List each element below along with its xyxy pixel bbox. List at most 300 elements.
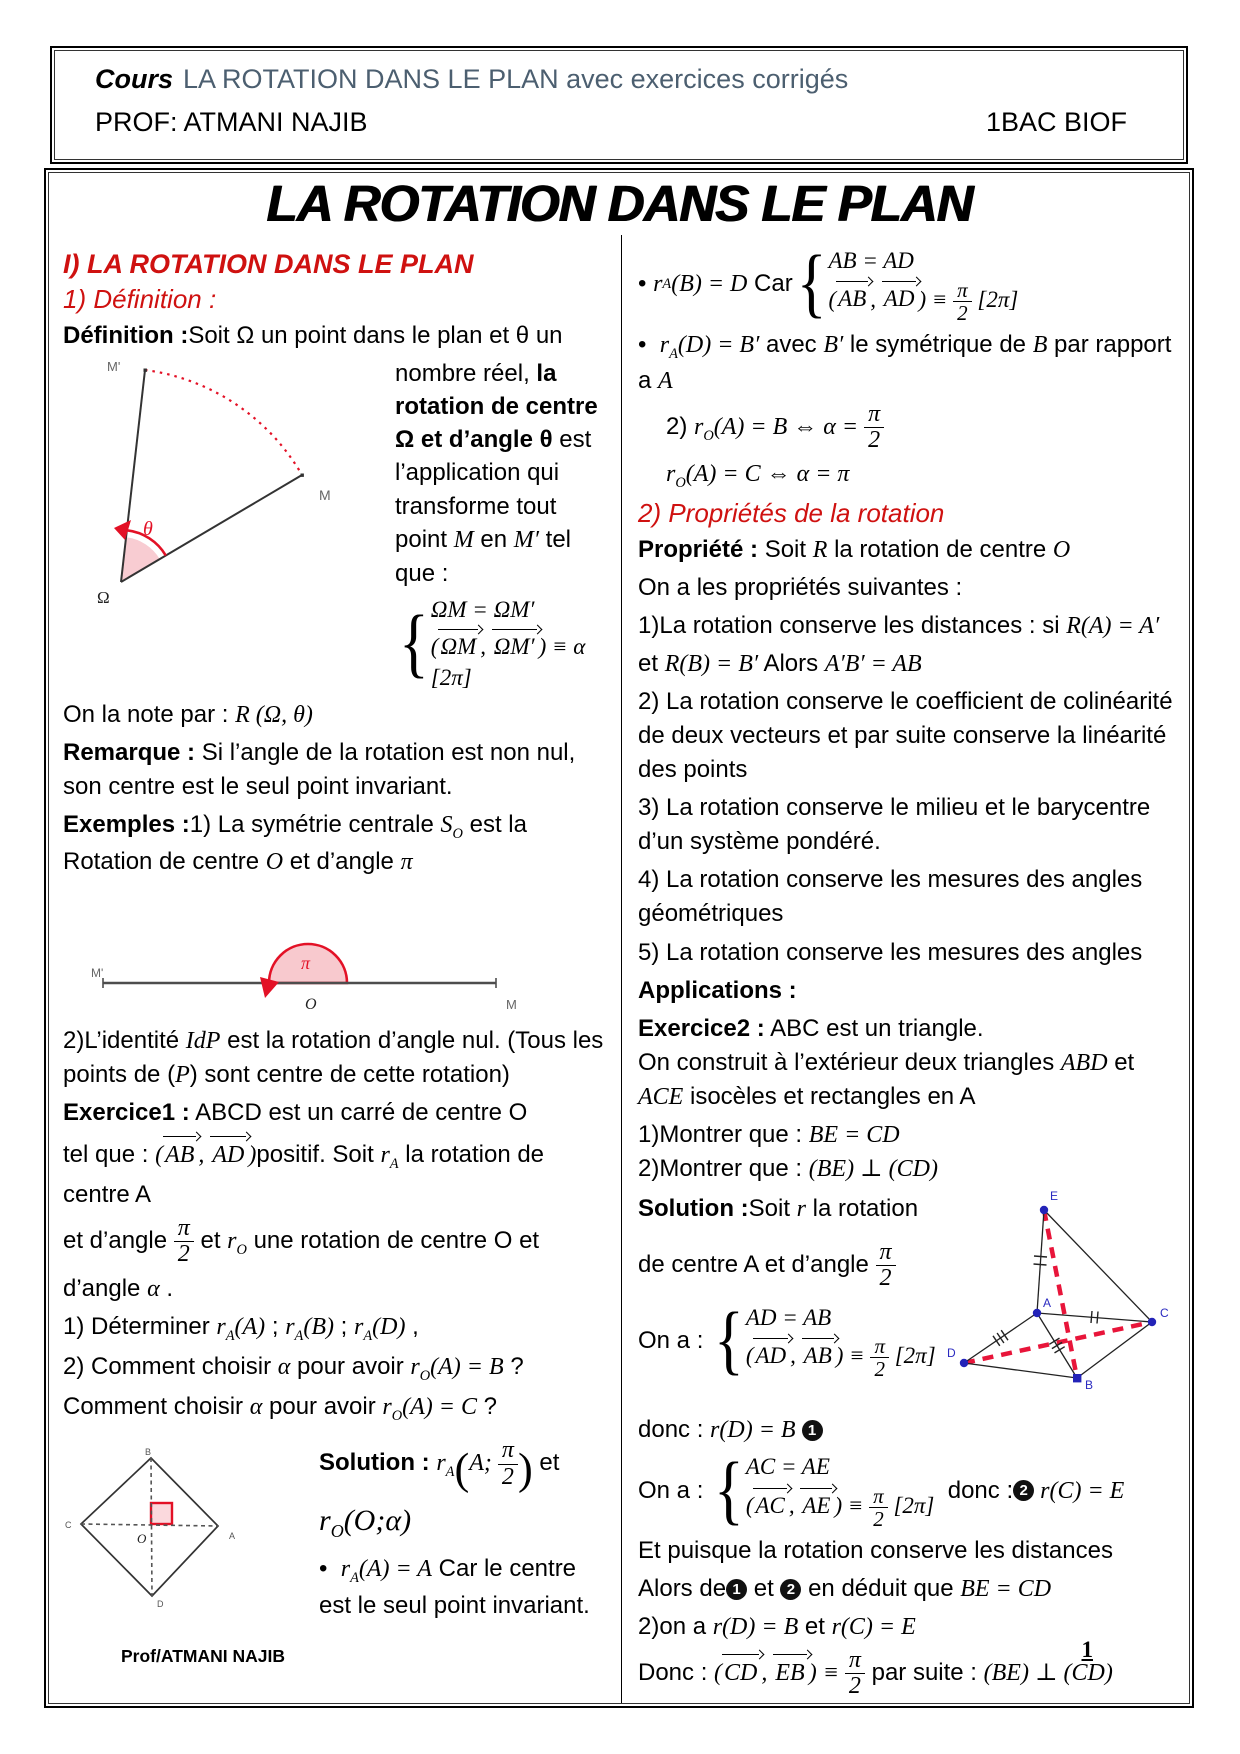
vector-ab: AB [163,1134,198,1172]
rotation-definition-figure [63,357,395,694]
text-run: Comment choisir [63,1393,250,1421]
subscript: O [419,1367,431,1384]
math-run: (A) = B ⇔ α = [713,414,865,441]
math-run: S [440,812,453,839]
point-m [301,474,304,477]
label-a: A [1043,1296,1052,1311]
fraction-pi-2 [953,279,972,324]
math-run: (D) = B′ [677,331,760,358]
numbered-mark-2: 2 [1013,1480,1034,1501]
subsection-heading-proprietes: 2) Propriétés de la rotation [638,497,945,528]
vector-omega-mprime: ΩM′ [492,627,539,663]
main-box [44,168,1194,1708]
paren: ( [430,633,439,659]
paragraph-etpuisque: Et puisque la rotation conserve les distances [638,1536,1113,1564]
subscript: O [236,1242,247,1258]
text-run: positif. Soit [256,1140,381,1168]
definition-system [395,594,613,694]
numerator: π [864,402,884,428]
text-run: donc : [934,1476,1014,1504]
label-m: M [319,487,331,504]
math-run: IdP [185,1027,221,1054]
math-run: r [216,1313,226,1340]
paragraph-question3 [63,1390,613,1426]
math-run: (A) = B [430,1353,504,1380]
math-run: (O;α) [343,1503,412,1537]
paren: ( [155,1141,164,1168]
paragraph-roa-b [638,402,1181,453]
propriete-label: Propriété : [638,535,759,563]
comma: , [870,286,882,312]
numerator: π [869,1485,888,1508]
system-ab-ad [793,240,1019,326]
left-column [49,235,621,1703]
text-run: Alors de [638,1575,727,1603]
subscript: O [452,826,463,843]
system-brace: { [714,1446,744,1532]
label-m-prime: M' [91,965,104,980]
label-b: B [1085,1378,1094,1393]
math-run: R (Ω, θ) [235,702,313,729]
square-svg [63,1446,311,1654]
math-run: r [340,1556,351,1583]
math-run: [2π] [888,1343,936,1369]
text-run: pour avoir [290,1352,411,1380]
label-m: M [506,996,517,1012]
math-run: r [354,1313,364,1340]
math-run: r [694,414,704,441]
subscript: O [703,427,714,444]
system-rows [746,1451,935,1530]
text-run: de centre A et d’angle [638,1251,876,1279]
denominator: 2 [177,1241,190,1268]
numerator: π [845,1648,865,1674]
math-run: α [277,1353,291,1380]
paragraph-definition [63,319,613,353]
math-run: B′ [823,331,844,358]
main-box-inner [48,172,1190,1704]
paragraph-deux [638,1610,1181,1644]
paragraph-p4: 4) La rotation conserve les mesures des angles géométriques [638,866,1143,928]
subscript: A [445,1464,455,1481]
subscript: A [363,1327,373,1344]
big-paren: ) [517,1443,533,1494]
paragraph-notation [63,698,613,732]
math-run: r [380,1141,390,1168]
paragraph-alors [638,1572,1181,1606]
math-run: r(C) = E [831,1614,916,1641]
math-run: R(B) = B′ [664,650,759,677]
denominator: 2 [879,1265,892,1292]
numerator: π [174,1216,194,1242]
paragraph-donc-final [638,1648,1181,1699]
paren: ) ≡ [808,1660,845,1687]
paragraph-telque [63,1134,613,1174]
paragraph-alpha [63,1272,613,1306]
math-run: [2π] [971,286,1019,312]
solution2-block [638,1189,1181,1393]
remarque-label: Remarque : [63,739,196,767]
text-run: pour avoir [262,1393,383,1421]
math-run: A′B′ = AB [824,650,922,677]
math-run: R [812,536,828,563]
solution-label: Solution : [638,1195,749,1223]
solution-row [63,1434,613,1659]
text-run: ? [503,1352,524,1380]
math-run: P [175,1061,190,1088]
label-m-prime: M' [107,359,121,375]
math-run: α [147,1275,160,1302]
text-run: 1) La symétrie centrale [189,811,441,839]
footer-author: Prof/ATMANI NAJIB [121,1646,285,1666]
label-omega: Ω [97,588,110,608]
system-line-1: AB = AD [828,248,914,273]
math-run: M′ [513,526,539,553]
paren: ) ≡ [834,1492,870,1518]
math-run: (B) [303,1313,334,1340]
label-pi: π [301,952,311,973]
math-run: (A) = A [358,1556,432,1583]
math-run: ABD [1060,1049,1108,1076]
text-run: tel que : [395,525,572,587]
separator: , [405,1312,419,1340]
text-run: 1)La rotation conserve les distances : si [638,611,1067,639]
text-run: 2) [666,413,695,441]
definition-block [63,357,613,694]
paren: ( [714,1660,723,1687]
comma: , [790,1343,802,1369]
math-run: α [249,1394,263,1421]
vector-ab: AB [802,1336,836,1373]
text-run: 2)on a [638,1613,713,1641]
section-heading-1: I) LA ROTATION DANS LE PLAN [63,249,474,279]
angle-wedge [121,537,160,582]
math-run: r [382,1394,392,1421]
vector-ad: AD [210,1134,248,1172]
math-run: [2π] [887,1492,935,1518]
subscript: O [675,475,686,492]
text-run: Si l’angle de la rotation est non nul, son centre est le seul point invariant. [63,739,576,801]
text-run: Car le centre est le seul point invariant. [319,1555,590,1619]
text-run: . [159,1274,174,1302]
vector-eb: EB [773,1652,808,1690]
text-run: et [193,1227,228,1255]
numbered-mark-1: 1 [726,1579,747,1600]
subscript: O [330,1520,344,1541]
diagonal-bd [151,1458,152,1596]
math-run: r [666,461,676,488]
system-rows [746,1302,936,1381]
math-run: O [1052,536,1071,563]
fraction-pi-2 [876,1240,896,1291]
text-run: par suite : [864,1659,984,1687]
right-angle-mark [151,1503,172,1524]
text-run: On a : [638,1476,711,1504]
fraction-pi-2 [870,1335,889,1380]
math-run: (B) = D [671,271,748,298]
paragraph-exercice2 [638,1012,1181,1046]
header-line2 [95,107,1127,138]
text-run: ? [477,1393,498,1421]
paragraph-roa-c [638,457,1181,493]
text-run: Car [747,270,793,298]
subscript: A [662,276,672,293]
subscript: A [350,1570,359,1587]
paragraph-question1 [63,1310,613,1346]
point-mprime [144,369,147,372]
math-run: A; [469,1450,498,1477]
label-d: D [157,1599,164,1610]
comma: , [761,1660,774,1687]
subscript: O [391,1407,403,1424]
paren: ) ≡ [835,1343,871,1369]
text-run: On la note par : [63,701,236,729]
system-ad-ab [710,1297,936,1383]
vector-cd: CD [722,1652,761,1690]
text-run: et [532,1449,560,1477]
system-line-2 [829,279,1019,324]
solution-text [315,1434,613,1659]
math-run: r [659,331,670,358]
text-run: la rotation de [398,1140,545,1168]
fraction-pi-2 [845,1648,865,1699]
text-run: Alors [758,649,825,677]
bullet-dot: • [319,1555,328,1583]
system-line-2 [746,1485,935,1530]
label-c: C [65,1520,72,1531]
math-run: r [653,271,663,298]
label-theta: θ [143,518,153,541]
denominator: 2 [501,1463,514,1490]
paragraph-remarque [63,736,613,804]
text-run: 1) Déterminer [63,1312,217,1340]
paragraph-p2: 2) La rotation conserve le coefficient de colinéarité de deux vecteurs et par suite conserve la linéarité des points [638,688,1173,784]
header-line1 [95,64,1183,95]
page-number: 1 [1081,1637,1093,1662]
label-e: E [1050,1189,1059,1204]
bullet-dot: • [638,330,647,358]
text-run: Soit [758,535,813,563]
text-run: est la rotation d’angle nul. (Tous les points de ( [63,1026,604,1088]
comma: , [198,1141,211,1168]
triangle-edges [964,1210,1152,1378]
text-run: On construit à l’extérieur deux triangles [638,1048,1061,1076]
paragraph-p1a [638,609,1181,643]
vector-ab: AB [836,279,870,316]
course-title: LA ROTATION DANS LE PLAN avec exercices corrigés [183,64,849,94]
math-run: M [453,526,474,553]
label-o: O [305,995,317,1013]
text-run: 2)Montrer que : [638,1155,809,1183]
label-a: A [229,1531,236,1542]
text-run: 2)L’identité [63,1026,186,1054]
math-run: π [400,848,413,875]
system-line-2 [431,627,613,694]
vector-ae: AE [800,1486,834,1523]
definition-side-text [395,357,613,694]
math-run: r [319,1503,331,1537]
text-run: donc : [638,1416,711,1444]
red-dashed-segments [964,1210,1152,1378]
subscript: A [389,1155,399,1172]
system-rows [431,594,613,694]
diagonal-ca [81,1524,218,1526]
denominator: 2 [873,1506,884,1531]
numerator: π [498,1438,518,1464]
paren: ( [745,1492,754,1518]
math-run: r [436,1450,446,1477]
prof-name: PROF: ATMANI NAJIB [95,107,368,137]
triangle-configuration-figure [929,1188,1181,1411]
comma: , [788,1492,801,1518]
text-run: Soit Ω un point dans le plan et θ un [188,322,563,349]
math-run: r [410,1353,420,1380]
system-line-1: ΩM = ΩM′ [430,596,535,622]
text-run: en [473,525,514,553]
text-run: est l’application qui transforme tout point [395,426,592,553]
text-run: une rotation de centre O et [246,1227,540,1255]
math-run: R(A) = A′ [1066,612,1160,639]
header-box-inner [54,50,1184,160]
math-run: r [285,1313,295,1340]
solution-label: Solution : [319,1449,437,1477]
grade-label: 1BAC BIOF [985,107,1127,137]
paragraph-angle [63,1216,613,1267]
text-run: et [1107,1048,1135,1076]
text-run: la rotation de centre [827,535,1053,563]
header-box [50,46,1188,164]
text-run: par rapport a [638,330,1172,394]
rotation-arc-dotted [145,370,302,475]
text-run: nombre réel, [395,360,537,388]
math-run: (A) = C ⇔ α = π [685,461,850,488]
square-edges [81,1458,218,1596]
text-run: en déduit que [801,1575,961,1603]
text-run: On a : [638,1326,711,1354]
exercice1-label: Exercice1 : [63,1098,190,1126]
text-run: et d’angle [63,1227,174,1255]
paren: ) [248,1141,257,1168]
text-run: la rotation [806,1195,919,1223]
subscript: A [669,345,678,362]
math-run: BE = CD [808,1121,900,1148]
paragraph-ona2 [638,1446,1181,1532]
math-run: (BE) ⊥ (CD) [808,1156,938,1183]
text-run: 2) Comment choisir [63,1352,278,1380]
numbered-mark-2: 2 [780,1579,801,1600]
math-run: A [658,368,673,394]
math-run: r [796,1196,807,1223]
system-brace: { [714,1297,744,1383]
label-c: C [1160,1306,1169,1321]
numerator: π [953,279,972,302]
triangle-svg [929,1188,1181,1406]
text-run: tel que : [63,1140,156,1168]
bullet-dot: • [638,270,647,298]
text-run: avec [759,330,824,358]
paragraph-propriete [638,533,1181,567]
paragraph-centre-a: centre A [63,1181,152,1209]
paren: ( [828,286,837,312]
math-run: (A) [234,1313,266,1340]
text-run: ) sont centre de cette rotation) [189,1060,510,1088]
text-run: est la Rotation de centre [63,811,527,875]
subsection-heading-definition: 1) Définition : [63,284,217,314]
paragraph-p5: 5) La rotation conserve les mesures des angles [638,938,1143,966]
paragraph-exemples [63,808,613,878]
definition-label: Définition : [63,322,189,349]
fraction-pi-2 [869,1485,888,1530]
math-run: r [227,1228,237,1255]
vector-ac: AC [753,1486,788,1523]
subscript: A [294,1327,304,1344]
page-title: LA ROTATION DANS LE PLAN [265,175,972,232]
half-turn-svg [91,919,543,1013]
text-run: ABC est un triangle. [764,1014,984,1042]
subscript: A [225,1327,235,1344]
paren: ( [745,1343,754,1369]
paragraph-bullet-ra [319,1552,613,1622]
paragraph-donc1 [638,1413,1181,1447]
system-line-1: AD = AB [745,1304,832,1330]
system-brace: { [399,600,429,686]
paragraph-solution1 [319,1437,613,1494]
paragraph-exercice1 [63,1096,613,1130]
paragraph-question2 [63,1350,613,1386]
text-run: 1)Montrer que : [638,1120,809,1148]
separator: ; [265,1312,286,1340]
text-run: isocèles et rectangles en A [683,1082,976,1110]
math-run: r(D) = B [710,1417,802,1444]
fraction-pi-2 [864,402,884,453]
fraction-pi-2 [498,1438,518,1489]
numbered-mark-1: 1 [802,1420,823,1441]
paragraph-exercice2-body [638,1046,1181,1114]
math-run: r(C) = E [1034,1477,1125,1504]
paragraph-applications [638,974,1181,1008]
paren: ) ≡ [918,286,954,312]
rotation-figure-svg [63,357,395,609]
system-brace: { [796,240,827,326]
square-diamond-figure [63,1434,315,1659]
comma: , [480,633,492,659]
two-columns [49,235,1189,1703]
math-run: r(D) = B [712,1614,799,1641]
paragraph-montrer2 [638,1152,1181,1186]
text-run: Soit [748,1195,797,1223]
system-line-2 [746,1335,936,1380]
text-run: et [638,649,665,677]
text-run: et [798,1613,832,1641]
vector-ad: AD [753,1336,790,1373]
paren: ) ≡ [538,633,574,659]
math-run: BE = CD [960,1576,1052,1603]
vector-ad: AD [882,279,919,316]
bold-run: la rotation de centre Ω et d’angle θ [395,360,598,454]
paragraph-p1b [638,647,1181,681]
math-run: (A) = C [402,1394,477,1421]
big-paren: ( [454,1443,470,1494]
exemples-label: Exemples : [63,811,190,839]
text-run: d’angle [63,1274,148,1302]
math-run: B [1032,331,1048,358]
separator: ; [333,1312,354,1340]
paragraph-bullet-rab [638,240,1181,326]
math-run: (BE) ⊥ (CD) [983,1660,1113,1687]
system-line-1: AC = AE [745,1454,830,1480]
text-run: ABCD est un carré de centre O [189,1098,528,1126]
text-run: et d’angle [283,847,401,875]
